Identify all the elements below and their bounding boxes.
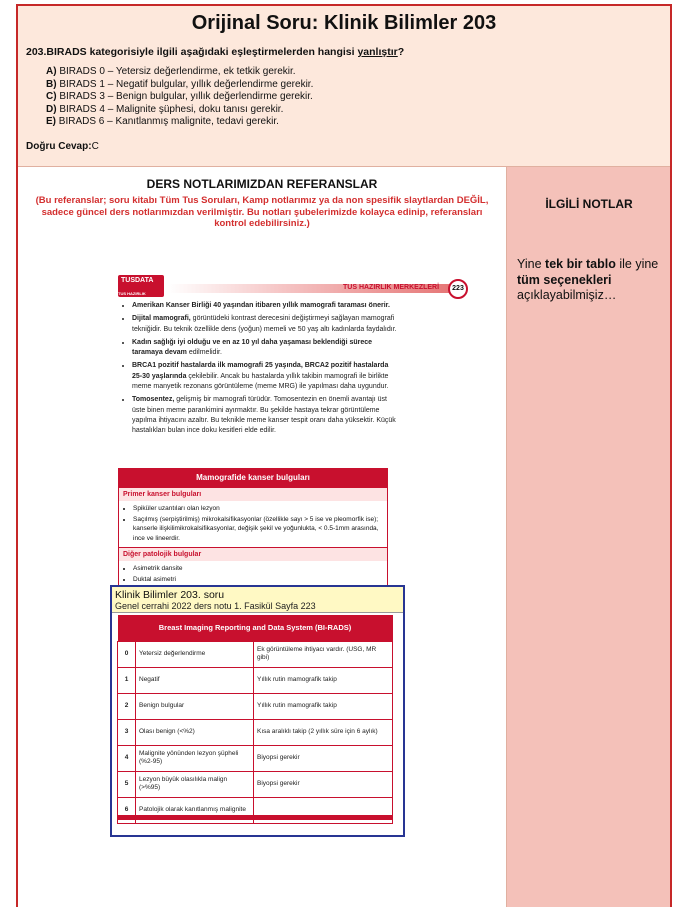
option-d: D) BIRADS 4 – Malignite şüphesi, doku tanısı gerekir.	[46, 103, 284, 115]
list-item: • Saçılmış (serpiştirilmiş) mikrokalsifikasyonlar (özellikle sayı > 5 ise ve pleomorfik ise); kanserle ilişkilimikrokalsifikasyonlar, değişik şekil ve yoğunlukta, < 0.5-1mm arasında, ince ve lineerdir.	[133, 515, 381, 544]
list-item: • Asimetrik dansite	[133, 564, 381, 574]
table-title: Mamografide kanser bulguları	[119, 469, 387, 487]
header-text: TUS HAZIRLIK MERKEZLERİ	[343, 284, 440, 291]
table-row: 5 Lezyon büyük olasılıkla malign (>%95) Biyopsi gerekir	[118, 771, 393, 797]
option-c: C) BIRADS 3 – Benign bulgular, yıllık değerlendirme gerekir.	[46, 91, 313, 103]
primer-findings	[119, 501, 387, 547]
table-footer-bar	[117, 815, 393, 820]
list-item: • Dijital mamografi, görüntüdeki kontrast derecesini değiştirmeyi sağlayan mamografi tekniğidir. Bu teknik özellikle dens (yoğun) memeli ve 50 yaş altı kadınlarda faydalıdır.	[132, 314, 398, 335]
birads-inset	[110, 585, 405, 837]
source-line-1: Klinik Bilimler 203. soru	[115, 589, 225, 601]
notes-title: İLGİLİ NOTLAR	[545, 197, 633, 211]
option-list	[46, 66, 313, 129]
stem-emphasis: yanlıştır	[357, 46, 398, 58]
birads-table	[117, 615, 393, 824]
table-row: 4 Malignite yönünden lezyon şüpheli (%2-95) Biyopsi gerekir	[118, 745, 393, 771]
list-item: • Amerikan Kanser Birliği 40 yaşından itibaren yıllık mamografi taraması önerir.	[132, 301, 398, 311]
option-e: E) BIRADS 6 – Kanıtlanmış malignite, tedavi gerekir.	[46, 116, 279, 128]
references-warning: (Bu referanslar; soru kitabı Tüm Tus Soruları, Kamp notlarımız ya da non spesifik slaytlardan DEĞİL, sadece güncel ders notlarımızdan verilmiştir. Bu notları şubelerimizde kolayca edinip, referansları kontrol edebilirsiniz.)	[35, 195, 489, 229]
section-title: Primer kanser bulguları	[119, 487, 387, 501]
list-item: • Duktal asimetri	[133, 575, 381, 585]
answer-value: C	[91, 141, 99, 152]
book-bullets	[122, 301, 398, 440]
source-label	[112, 587, 403, 613]
references-title: DERS NOTLARIMIZDAN REFERANSLAR	[146, 177, 378, 191]
notes-text: Yine tek bir tablo ile yine tüm seçenekleri açıklayabilmişiz…	[517, 257, 659, 302]
page-title: Orijinal Soru: Klinik Bilimler 203	[191, 12, 497, 34]
table-row: 0 Yetersiz değerlendirme Ek görüntüleme ihtiyacı vardır. (USG, MR gibi)	[118, 641, 393, 667]
mammography-findings-table	[118, 468, 388, 589]
table-row: 3 Olası benign (<%2) Kısa aralıklı takip (2 yıllık süre için 6 aylık)	[118, 719, 393, 745]
option-a: A) BIRADS 0 – Yetersiz değerlendirme, ek tetkik gerekir.	[46, 66, 296, 77]
table-title: Breast Imaging Reporting and Data System (BI-RADS)	[118, 615, 393, 641]
answer-label: Doğru Cevap:	[26, 141, 92, 152]
list-item: • Kadın sağlığı iyi olduğu ve en az 10 yıl daha yaşaması beklendiği sürece taramaya devam edilmelidir.	[132, 338, 398, 359]
section-title: Diğer patolojik bulgular	[119, 547, 387, 561]
option-b: B) BIRADS 1 – Negatif bulgular, yıllık değerlendirme gerekir.	[46, 78, 314, 90]
list-item: • Tomosentez, gelişmiş bir mamografi türüdür. Tomosentezin en önemli avantajı üst üste binen meme parankimini ayırmaktır. Bu şekilde hastaya tekrar görüntüleme yapılma ihtiyacını azaltır. Bu teknikle meme kanser tespit oranı daha yüksektir. Küçük hastalıkları bulan ince doku kesitleri elde edilir.	[132, 395, 398, 436]
question-stem	[26, 46, 404, 58]
page-number: 223	[448, 279, 468, 299]
list-item: • Spiküler uzantıları olan lezyon	[133, 504, 381, 514]
notes-panel	[506, 166, 670, 907]
stem-end: ?	[397, 46, 405, 58]
source-line-2: Genel cerrahi 2022 ders notu 1. Fasikül Sayfa 223	[115, 601, 316, 611]
tusdata-logo: TUSDATA TUS HAZIRLIK MERKEZLERİ	[118, 275, 164, 297]
table-row: 1 Negatif Yıllık rutin mamografik takip	[118, 667, 393, 693]
stem-text: 203.BIRADS kategorisiyle ilgili aşağıdaki eşleştirmelerden hangisi	[26, 46, 358, 58]
table-row: 2 Benign bulgular Yıllık rutin mamografik takip	[118, 693, 393, 719]
book-header	[118, 277, 468, 301]
list-item: • BRCA1 pozitif hastalarda ilk mamografi 25 yaşında, BRCA2 pozitif hastalarda 25-30 yaşlarında çekilebilir. Ancak bu hastalarda yıllık takibin mamografi ile birlikte meme manyetik rezonans görüntüleme (meme MRG) ile yapılması daha uygundur.	[132, 361, 398, 392]
other-findings	[119, 561, 387, 588]
correct-answer	[26, 141, 99, 152]
table-row: 6 Patolojik olarak kanıtlanmış malignite	[118, 797, 393, 823]
question-panel	[18, 6, 670, 166]
